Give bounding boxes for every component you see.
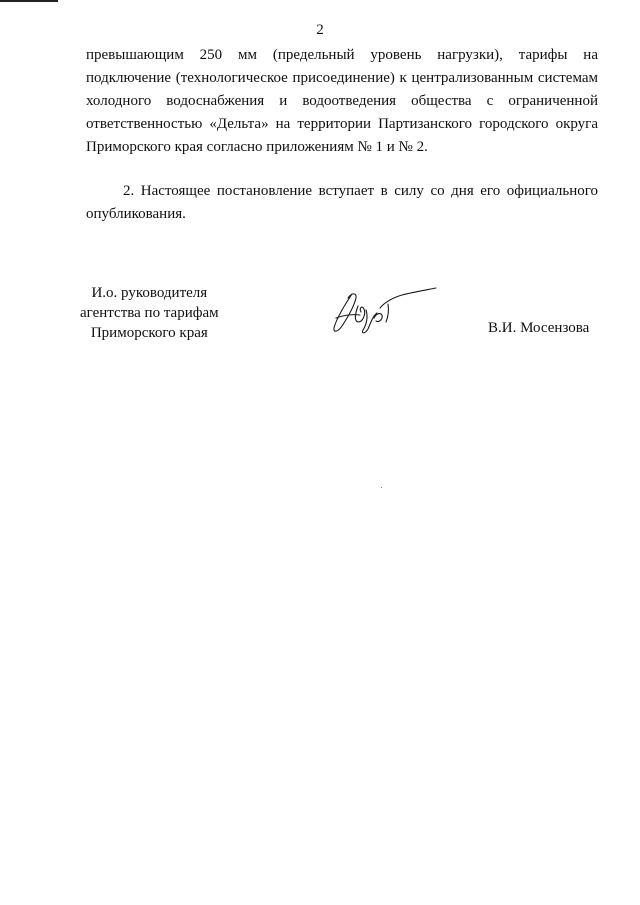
paragraph-tariffs: превышающим 250 мм (предельный уровень нагрузки), тарифы на подключение (технологическое присоединение) к централизованным системам холодного водоснабжения и водоотведения общества с ограниченной ответственностью «Дельта» на территории Партизанского городского округа Приморского края согласно приложениям № 1 и № 2. [86,47,598,155]
signatory-title-line: И.о. руководителя [91,285,208,301]
page-number: 2 [316,22,324,38]
signatory-title [80,283,219,343]
signatory-name: В.И. Мосензова [488,320,590,336]
handwritten-signature [330,284,440,344]
scan-speck [381,487,382,488]
paragraph-effective-date: 2. Настоящее постановление вступает в силу со дня его официального опубликования. [86,183,598,222]
signatory-title-line: Приморского края [90,325,208,341]
scan-corner-mark [0,0,58,2]
signatory-title-line: агентства по тарифам [80,305,219,321]
